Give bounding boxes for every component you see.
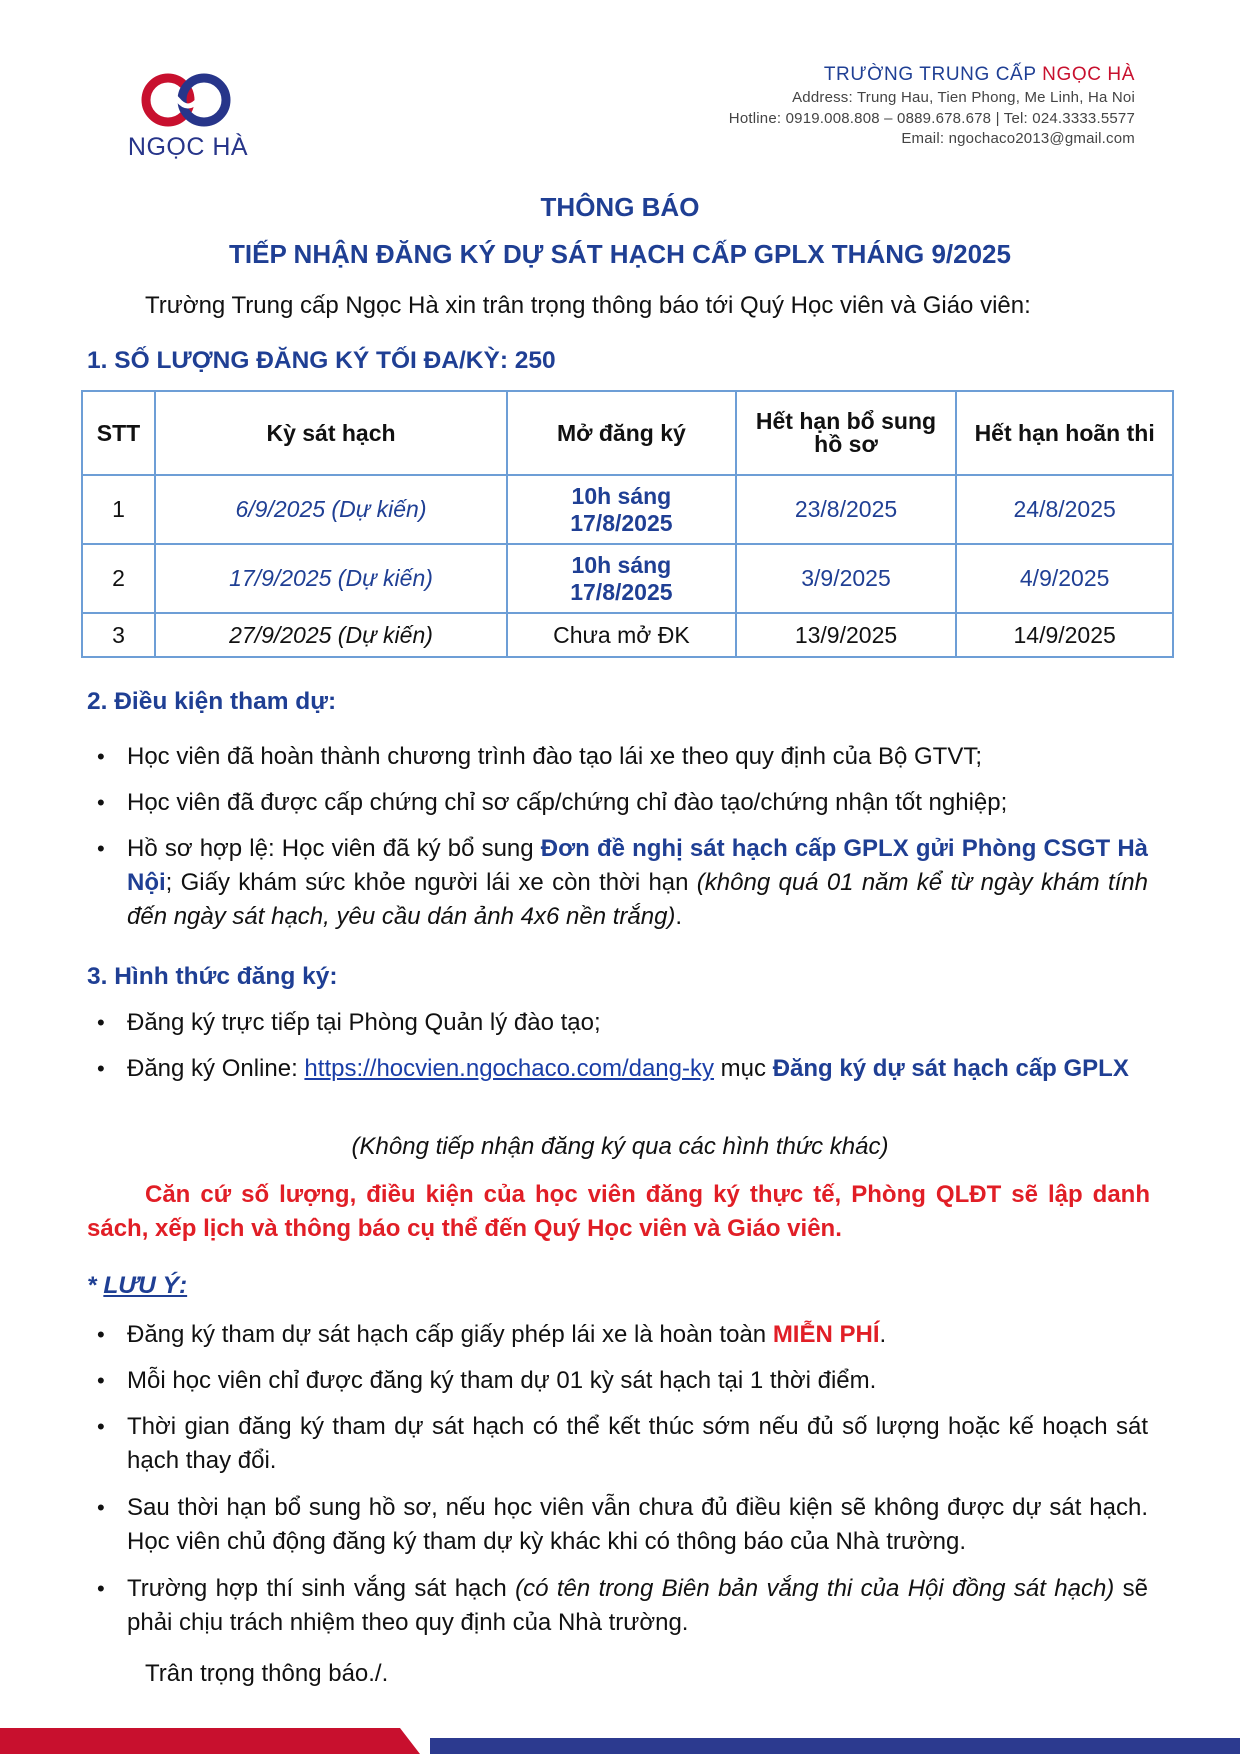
list-item-text: Sau thời hạn bổ sung hồ sơ, nếu học viên vẫn chưa đủ điều kiện sẽ không được dự sát hạch. Học viên chủ động đăng ký tham dự kỳ khác khi có thông báo của Nhà trường.: [127, 1494, 1148, 1555]
table-cell-hoan-thi: 14/9/2025: [956, 613, 1173, 657]
table-cell-ky: 17/9/2025 (Dự kiến): [155, 544, 507, 613]
note-heading-text: LƯU Ý:: [103, 1272, 188, 1299]
bullet-icon: •: [97, 836, 105, 861]
text-run: sẽ phải chịu trách nhiệm theo quy định của Nhà trường.: [127, 1575, 1149, 1636]
bullet-icon: •: [97, 1576, 105, 1601]
table-cell-hoan-thi: 4/9/2025: [956, 544, 1173, 613]
mo-line2: 17/8/2025: [570, 509, 673, 536]
note-star: *: [87, 1272, 104, 1299]
list-item-text: [127, 1318, 886, 1352]
list-item-text: Đăng ký trực tiếp tại Phòng Quản lý đào tạo;: [127, 1009, 601, 1036]
note-heading: [87, 1272, 187, 1300]
footer-bar-red: [0, 1728, 420, 1754]
mo-line1: 10h sáng: [571, 551, 672, 578]
list-item: [97, 832, 1152, 942]
table-cell-bo-sung: 3/9/2025: [736, 544, 957, 613]
registration-note: (Không tiếp nhận đăng ký qua các hình thức khác): [351, 1133, 889, 1160]
emphasis-text: Đơn đề nghị sát hạch cấp GPLX gửi Phòng CSGT Hà Nội: [127, 835, 1148, 896]
table-header: Mở đăng ký: [507, 391, 736, 475]
list-item-text: [127, 1052, 1148, 1086]
school-hotline: Hotline: 0919.008.808 – 0889.678.678 | Tel: 024.3333.5577: [728, 109, 1135, 127]
table-row: [82, 613, 1173, 657]
red-notice: Căn cứ số lượng, điều kiện của học viên đăng ký thực tế, Phòng QLĐT sẽ lập danh sách, xếp lịch và thông báo cụ thể đến Quý Học viên và Giáo viên.: [87, 1181, 1150, 1242]
bullet-icon: •: [97, 1056, 105, 1081]
text-run: Trường hợp thí sinh vắng sát hạch: [127, 1575, 516, 1602]
table-header: Kỳ sát hạch: [155, 391, 507, 475]
logo-icon: [118, 60, 258, 140]
document-subtitle: TIẾP NHẬN ĐĂNG KÝ DỰ SÁT HẠCH CẤP GPLX THÁNG 9/2025: [229, 239, 1011, 269]
text-run: ; Giấy khám sức khỏe người lái xe còn thời hạn: [165, 869, 697, 896]
table-header: STT: [82, 391, 155, 475]
table-row: [82, 544, 1173, 613]
bullet-icon: •: [97, 1495, 105, 1520]
table-cell-mo: [507, 544, 736, 613]
school-email: Email: ngochaco2013@gmail.com: [901, 130, 1135, 147]
mo-line1: 10h sáng: [571, 482, 672, 509]
school-address: Address: Trung Hau, Tien Phong, Me Linh, Ha Noi: [792, 89, 1135, 106]
bullet-icon: •: [97, 1414, 105, 1439]
table-cell-ky: 27/9/2025 (Dự kiến): [155, 613, 507, 657]
logo-text: NGỌC HÀ: [127, 133, 249, 161]
list-item-text: Học viên đã hoàn thành chương trình đào tạo lái xe theo quy định của Bộ GTVT;: [127, 743, 983, 770]
footer-bar-blue: [430, 1738, 1240, 1754]
section3-heading: 3. Hình thức đăng ký:: [87, 963, 338, 990]
table-cell-bo-sung: 23/8/2025: [736, 475, 957, 544]
table-cell-hoan-thi: 24/8/2025: [956, 475, 1173, 544]
list-item-text: Thời gian đăng ký tham dự sát hạch có thể kết thúc sớm nếu đủ số lượng hoặc kế hoạch sát hạch thay đổi.: [127, 1413, 1148, 1474]
section1-heading: 1. SỐ LƯỢNG ĐĂNG KÝ TỐI ĐA/KỲ: 250: [87, 347, 556, 374]
list-item-text: Mỗi học viên chỉ được đăng ký tham dự 01 kỳ sát hạch tại 1 thời điểm.: [127, 1367, 877, 1394]
table-cell-mo: Chưa mở ĐK: [507, 613, 736, 657]
list-item: [97, 1572, 1152, 1642]
emphasis-text: Đăng ký dự sát hạch cấp GPLX: [772, 1055, 1129, 1082]
table-header-row: [82, 391, 1173, 475]
text-run: Đăng ký Online:: [127, 1055, 305, 1082]
intro-text: Trường Trung cấp Ngọc Hà xin trân trọng thông báo tới Quý Học viên và Giáo viên:: [145, 292, 1031, 319]
table-cell-stt: 2: [82, 544, 155, 613]
table-cell-ky: 6/9/2025 (Dự kiến): [155, 475, 507, 544]
bullet-icon: •: [97, 1322, 105, 1347]
school-name-accent: NGỌC HÀ: [1042, 64, 1135, 85]
list-item-text: [127, 1572, 1148, 1640]
bullet-icon: •: [97, 744, 105, 769]
bullet-icon: •: [97, 1010, 105, 1035]
table-row: [82, 475, 1173, 544]
table-cell-mo: [507, 475, 736, 544]
table-cell-bo-sung: 13/9/2025: [736, 613, 957, 657]
text-run: Đăng ký tham dự sát hạch cấp giấy phép lái xe là hoàn toàn: [127, 1321, 773, 1348]
registration-link[interactable]: https://hocvien.ngochaco.com/dang-ky: [304, 1055, 714, 1082]
table-header: Hết hạn hoãn thi: [956, 391, 1173, 475]
mo-line2: 17/8/2025: [570, 578, 673, 605]
list-item: [97, 1491, 1152, 1561]
school-info: [729, 62, 1135, 150]
text-run: .: [879, 1321, 887, 1348]
school-name: [729, 62, 1135, 88]
exam-schedule-table: [81, 390, 1174, 658]
school-name-prefix: TRƯỜNG TRUNG CẤP: [823, 64, 1043, 85]
bullet-icon: •: [97, 790, 105, 815]
italic-text: (có tên trong Biên bản vắng thi của Hội đồng sát hạch): [515, 1575, 1115, 1602]
document-title: THÔNG BÁO: [540, 192, 700, 222]
section2-heading: 2. Điều kiện tham dự:: [87, 688, 337, 715]
table-cell-stt: 3: [82, 613, 155, 657]
italic-text: (không quá 01 năm kể từ ngày khám tính đến ngày sát hạch, yêu cầu dán ảnh 4x6 nền trắng): [127, 869, 1148, 930]
list-item-text: Học viên đã được cấp chứng chỉ sơ cấp/chứng chỉ đào tạo/chứng nhận tốt nghiệp;: [127, 789, 1008, 816]
text-run: mục: [714, 1055, 773, 1082]
closing-text: Trân trọng thông báo./.: [145, 1660, 389, 1687]
list-item-text: [127, 832, 1148, 934]
table-header: Hết hạn bổ sung hồ sơ: [736, 391, 957, 475]
bullet-icon: •: [97, 1368, 105, 1393]
text-run: Hồ sơ hợp lệ: Học viên đã ký bổ sung: [127, 835, 541, 862]
list-item: [97, 1410, 1152, 1480]
free-badge-text: MIỄN PHÍ: [772, 1321, 880, 1348]
text-run: .: [675, 903, 683, 930]
list-item: [97, 1052, 1152, 1122]
table-cell-stt: 1: [82, 475, 155, 544]
